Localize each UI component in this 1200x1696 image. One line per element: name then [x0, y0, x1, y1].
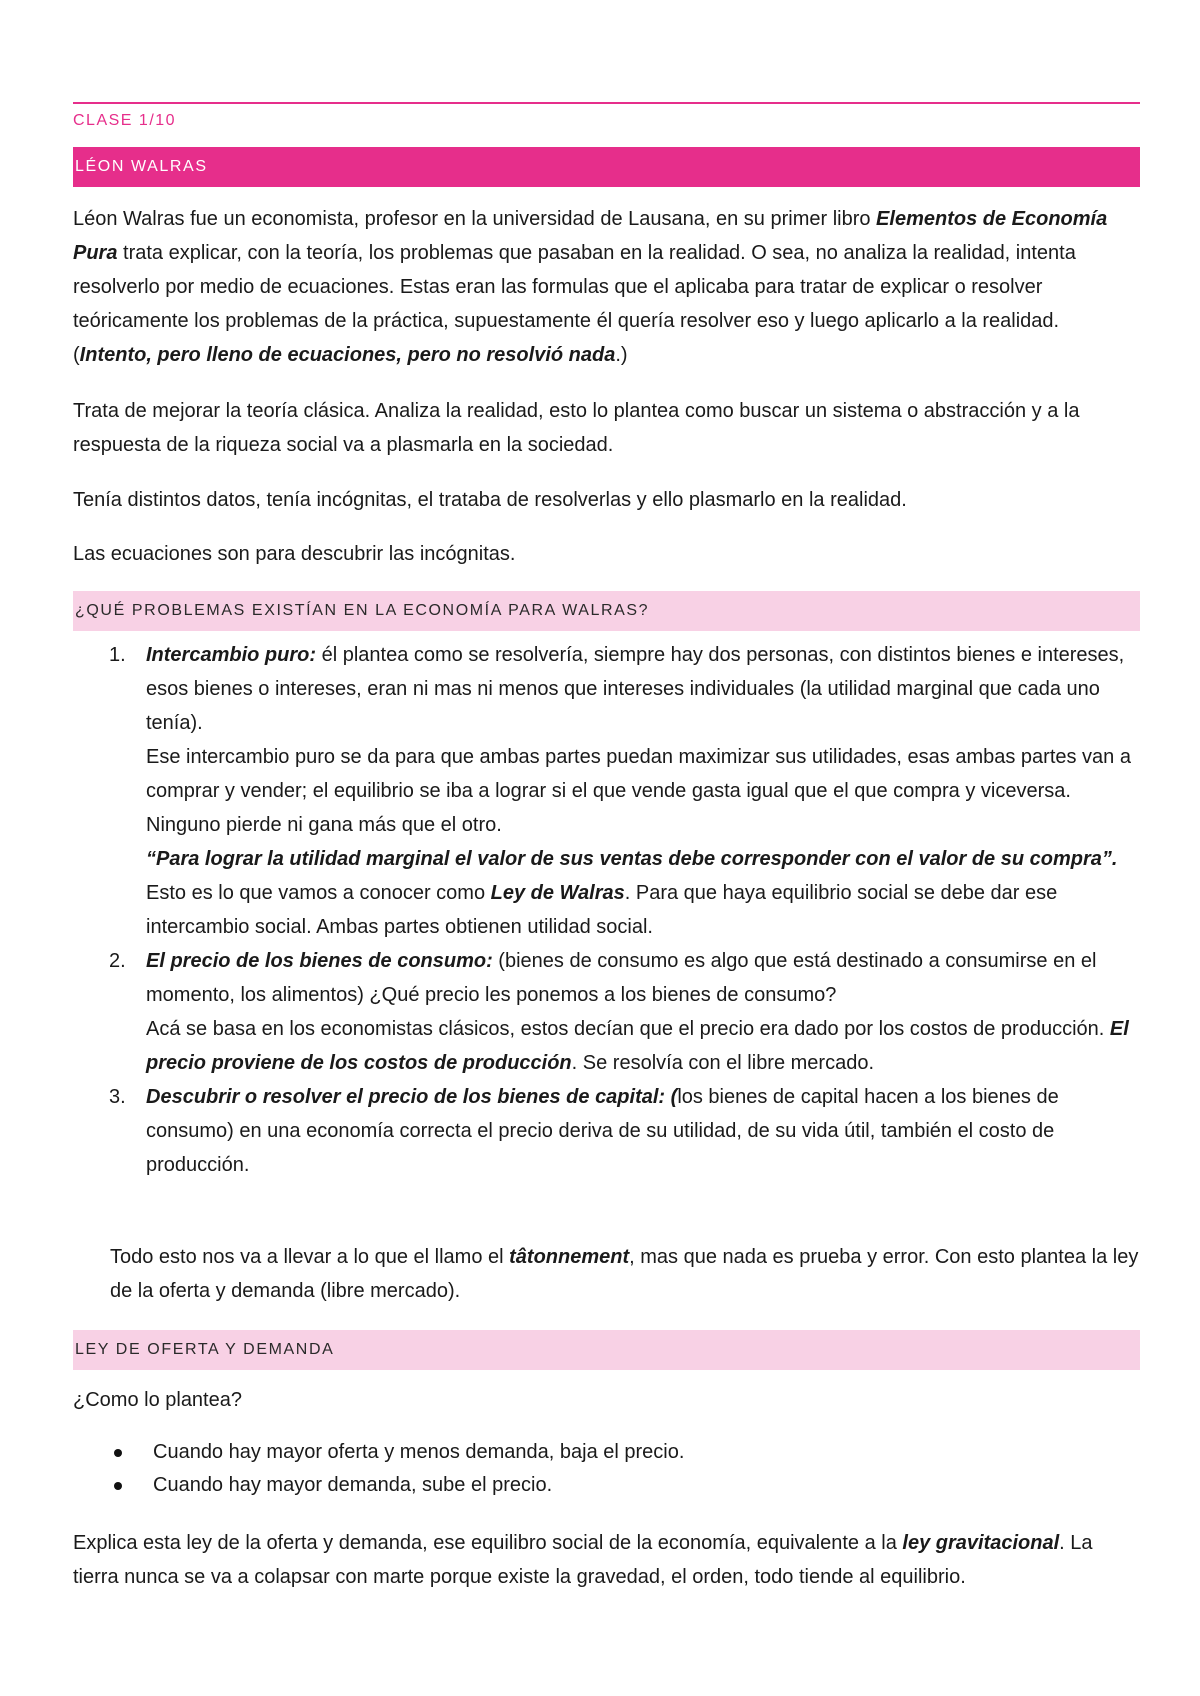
text-run: Esto es lo que vamos a conocer como [146, 882, 491, 904]
list-item [73, 944, 1140, 1080]
bullet-icon [114, 1482, 122, 1490]
item-paragraph [146, 876, 1140, 944]
section-heading-text: ¿QUÉ PROBLEMAS EXISTÍAN EN LA ECONOMÍA PARA WALRAS? [75, 602, 650, 619]
emphasis-note: Intento, pero lleno de ecuaciones, pero no resolvió nada [79, 344, 616, 366]
text-run: Explica esta ley de la oferta y demanda, ese equilibro social de la economía, equivalente a la [73, 1532, 903, 1554]
term-tatonnement: tâtonnement [509, 1246, 630, 1268]
emphasis: El precio proviene de los costos de producción [146, 1018, 1129, 1074]
text-run: , mas que nada es prueba y error. Con esto plantea la ley de la oferta y demanda (libre mercado). [110, 1246, 1139, 1302]
law-name: Ley de Walras [490, 882, 625, 904]
emphasis: ley gravitacional [902, 1532, 1060, 1554]
problems-list [73, 638, 1140, 1182]
item-term: El precio de los bienes de consumo: [146, 950, 493, 972]
item-paragraph: Ese intercambio puro se da para que ambas partes puedan maximizar sus utilidades, esas ambas partes van a comprar y vender; el equilibrio se iba a lograr si el que vende gasta igual que el que compra y viceversa. Ninguno pierde ni gana más que el otro. [146, 746, 1131, 836]
text-run: . Se resolvía con el libre mercado. [571, 1052, 875, 1074]
section-heading-text: LEY DE OFERTA Y DEMANDA [75, 1341, 335, 1358]
item-quote: “Para lograr la utilidad marginal el valor de sus ventas debe corresponder con el valor de su compra”. [146, 848, 1118, 870]
list-item [73, 1436, 1140, 1469]
closing-paragraph [110, 1240, 1140, 1308]
bullet-text: Cuando hay mayor demanda, sube el precio. [153, 1474, 553, 1496]
bullet-text: Cuando hay mayor oferta y menos demanda, baja el precio. [153, 1441, 685, 1463]
list-number: 2. [109, 950, 126, 972]
text-run: .) [615, 344, 628, 366]
text-run: (bienes de consumo es algo que está destinado a consumirse en el momento, los alimentos) ¿Qué precio les ponemos a los bienes de consumo? [146, 950, 1097, 1006]
bullet-icon [114, 1449, 122, 1457]
text-run: Acá se basa en los economistas clásicos, estos decían que el precio era dado por los costos de producción. [146, 1018, 1110, 1040]
question-line: ¿Como lo plantea? [73, 1389, 242, 1411]
intro-paragraph-3: Tenía distintos datos, tenía incógnitas, el trataba de resolverlas y ello plasmarlo en la realidad. [73, 489, 907, 511]
list-item [73, 1080, 1140, 1182]
book-title: Elementos de Economía Pura [73, 208, 1108, 264]
text-run: los bienes de capital hacen a los bienes de consumo) en una economía correcta el precio deriva de su utilidad, de su vida útil, también el costo de producción. [146, 1086, 1059, 1176]
list-number: 1. [109, 644, 126, 666]
list-item [73, 638, 1140, 944]
bullet-list [73, 1436, 1140, 1502]
text-run: él plantea como se resolvería, siempre hay dos personas, con distintos bienes e intereses, esos bienes o intereses, eran ni mas ni menos que intereses individuales (la utilidad marginal que cada uno tenía). [146, 644, 1125, 734]
intro-paragraph-4: Las ecuaciones son para descubrir las incógnitas. [73, 543, 516, 565]
section-heading-problemas [73, 591, 1140, 631]
final-paragraph [73, 1526, 1140, 1594]
text-run: trata explicar, con la teoría, los problemas que pasaban en la realidad. O sea, no analiza la realidad, intenta resolverlo por medio de ecuaciones. Estas eran las formulas que el aplicaba para tratar de explicar o resolver teóricamente los problemas de la práctica, supuestamente él quería resolver eso y luego aplicarlo a la realidad. ( [73, 242, 1076, 366]
intro-paragraph-1 [73, 202, 1140, 372]
text-run: . Para que haya equilibrio social se debe dar ese intercambio social. Ambas partes obtienen utilidad social. [146, 882, 1058, 938]
item-term: Descubrir o resolver el precio de los bienes de capital: ( [146, 1086, 678, 1108]
item-term: Intercambio puro: [146, 644, 317, 666]
section-heading-ley [73, 1330, 1140, 1370]
list-item [73, 1469, 1140, 1502]
list-number: 3. [109, 1086, 126, 1108]
item-paragraph [146, 944, 1140, 1012]
class-label: CLASE 1/10 [73, 112, 177, 129]
item-paragraph [146, 638, 1140, 740]
text-run: . La tierra nunca se va a colapsar con marte porque existe la gravedad, el orden, todo tiende al equilibrio. [73, 1532, 1093, 1588]
item-paragraph [146, 1080, 1140, 1182]
text-run: Léon Walras fue un economista, profesor en la universidad de Lausana, en su primer libro [73, 208, 877, 230]
text-run: Todo esto nos va a llevar a lo que el llamo el [110, 1246, 510, 1268]
item-paragraph [146, 1012, 1140, 1080]
top-rule [73, 102, 1140, 104]
section-heading-walras [73, 147, 1140, 187]
section-heading-text: LÉON WALRAS [75, 158, 208, 175]
intro-paragraph-2: Trata de mejorar la teoría clásica. Analiza la realidad, esto lo plantea como buscar un sistema o abstracción y a la respuesta de la riqueza social va a plasmarla en la sociedad. [73, 400, 1080, 456]
